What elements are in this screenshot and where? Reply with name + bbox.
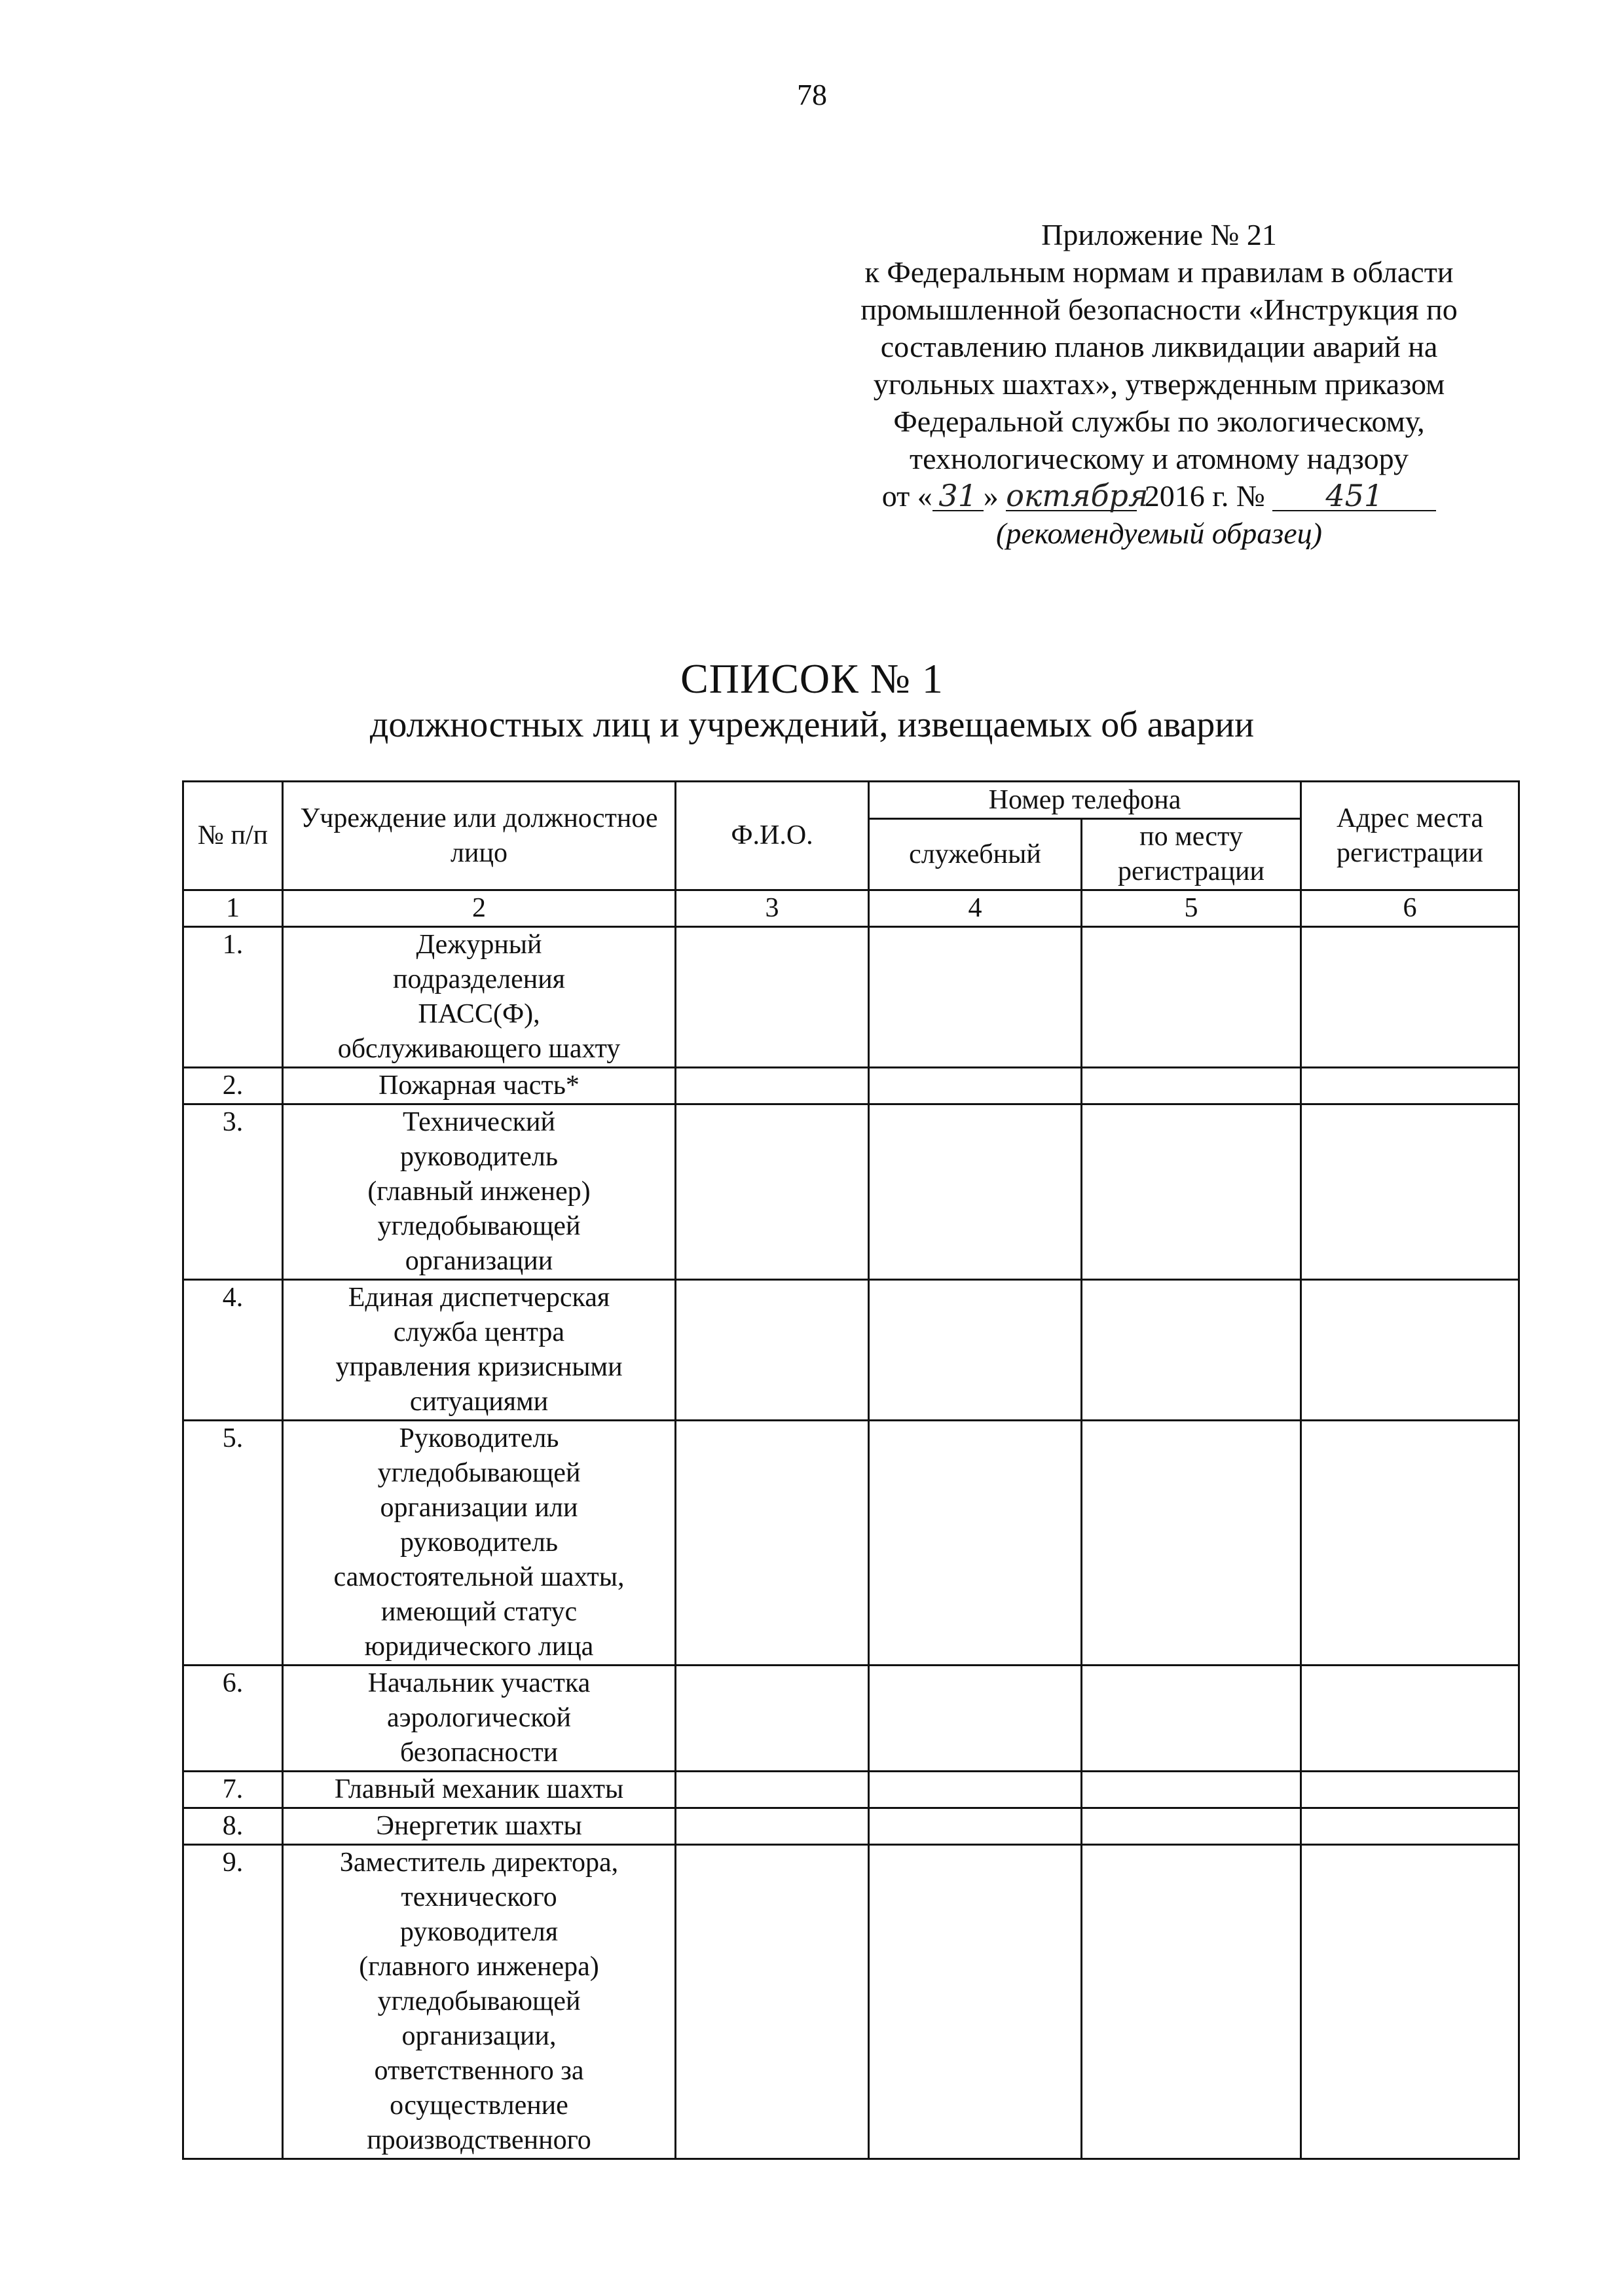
institution-line: (главного инженера) bbox=[359, 1952, 599, 1982]
row-institution bbox=[283, 1068, 676, 1104]
institution-line: руководителя bbox=[399, 1917, 559, 1947]
row-institution bbox=[283, 1421, 676, 1666]
row-institution bbox=[283, 1772, 676, 1808]
row-phone-home bbox=[1082, 1666, 1301, 1772]
appendix-line: угольных шахтах», утвержденным приказом bbox=[873, 367, 1445, 401]
institution-line: аэрологической bbox=[387, 1703, 571, 1733]
column-number: 3 bbox=[676, 890, 869, 927]
row-fio bbox=[676, 1421, 869, 1666]
date-month-handwritten: октября bbox=[1006, 478, 1149, 513]
institution-line: угледобывающей bbox=[377, 1211, 581, 1241]
institution-line: ПАСС(Ф), bbox=[418, 999, 540, 1029]
row-address bbox=[1301, 1068, 1519, 1104]
table-row bbox=[183, 1808, 1519, 1845]
institution-line: Руководитель bbox=[399, 1423, 559, 1453]
row-institution bbox=[283, 1845, 676, 2159]
page-number: 78 bbox=[797, 78, 827, 111]
table-row bbox=[183, 1845, 1519, 2159]
row-number: 3. bbox=[183, 1104, 283, 1280]
row-number: 6. bbox=[183, 1666, 283, 1772]
row-address bbox=[1301, 1772, 1519, 1808]
institution-line: Начальник участка bbox=[367, 1668, 591, 1698]
institution-line: руководитель bbox=[399, 1142, 558, 1172]
table-row bbox=[183, 927, 1519, 1068]
institution-line: обслуживающего шахту bbox=[337, 1034, 621, 1064]
row-phone-work bbox=[869, 927, 1082, 1068]
row-phone-work bbox=[869, 1666, 1082, 1772]
institution-line: организации или bbox=[380, 1493, 578, 1523]
row-phone-work bbox=[869, 1068, 1082, 1104]
row-number: 7. bbox=[183, 1772, 283, 1808]
row-institution bbox=[283, 1280, 676, 1421]
date-prefix: от « bbox=[881, 479, 932, 513]
header-fio: Ф.И.О. bbox=[676, 782, 869, 890]
appendix-line: к Федеральным нормам и правилам в области bbox=[864, 255, 1454, 289]
institution-line: руководитель bbox=[399, 1527, 558, 1558]
row-phone-work bbox=[869, 1845, 1082, 2159]
row-address bbox=[1301, 927, 1519, 1068]
header-address: Адрес места регистрации bbox=[1301, 782, 1519, 890]
row-phone-home bbox=[1082, 1104, 1301, 1280]
column-number: 4 bbox=[869, 890, 1082, 927]
header-phone-work: служебный bbox=[869, 819, 1082, 890]
row-phone-home bbox=[1082, 927, 1301, 1068]
header-num: № п/п bbox=[183, 782, 283, 890]
row-institution bbox=[283, 1808, 676, 1845]
row-phone-home bbox=[1082, 1808, 1301, 1845]
institution-line: Пожарная часть* bbox=[378, 1070, 580, 1101]
row-phone-home bbox=[1082, 1068, 1301, 1104]
institution-line: служба центра bbox=[393, 1317, 565, 1347]
institution-line: организации, bbox=[401, 2021, 557, 2051]
row-fio bbox=[676, 1808, 869, 1845]
row-address bbox=[1301, 1104, 1519, 1280]
institution-line: самостоятельной шахты, bbox=[333, 1562, 625, 1592]
institution-line: юридического лица bbox=[364, 1631, 594, 1662]
row-phone-work bbox=[869, 1280, 1082, 1421]
row-phone-work bbox=[869, 1808, 1082, 1845]
date-day-handwritten: 31 bbox=[932, 481, 984, 511]
institution-line: (главный инженер) bbox=[367, 1176, 591, 1207]
order-number-handwritten: 451 bbox=[1272, 481, 1436, 511]
header-phone: Номер телефона bbox=[869, 782, 1301, 819]
appendix-line: составлению планов ликвидации аварий на bbox=[880, 330, 1438, 363]
institution-line: Главный механик шахты bbox=[334, 1774, 624, 1804]
appendix-line: промышленной безопасности «Инструкция по bbox=[860, 293, 1458, 326]
institution-line: Заместитель директора, bbox=[339, 1848, 619, 1878]
row-fio bbox=[676, 927, 869, 1068]
row-phone-home bbox=[1082, 1845, 1301, 2159]
list-subtitle: должностных лиц и учреждений, извещаемых об аварии bbox=[369, 704, 1255, 745]
appendix-line: Федеральной службы по экологическому, bbox=[893, 405, 1425, 438]
appendix-line: Приложение № 21 bbox=[1041, 218, 1277, 251]
row-institution bbox=[283, 1104, 676, 1280]
row-number: 2. bbox=[183, 1068, 283, 1104]
row-fio bbox=[676, 1280, 869, 1421]
institution-line: осуществление bbox=[390, 2090, 568, 2121]
notification-table bbox=[182, 780, 1520, 2160]
row-phone-work bbox=[869, 1421, 1082, 1666]
institution-line: имеющий статус bbox=[380, 1597, 578, 1627]
institution-line: угледобывающей bbox=[377, 1986, 581, 2016]
row-phone-home bbox=[1082, 1772, 1301, 1808]
appendix-line: технологическому и атомному надзору bbox=[910, 442, 1409, 475]
column-number: 2 bbox=[283, 890, 676, 927]
column-number: 5 bbox=[1082, 890, 1301, 927]
row-institution bbox=[283, 1666, 676, 1772]
header-phone-home: по месту регистрации bbox=[1082, 819, 1301, 890]
row-number: 9. bbox=[183, 1845, 283, 2159]
date-year: 2016 г. № bbox=[1144, 479, 1265, 513]
recommended-note: (рекомендуемый образец) bbox=[996, 517, 1322, 550]
table-row bbox=[183, 1421, 1519, 1666]
row-address bbox=[1301, 1421, 1519, 1666]
row-phone-work bbox=[869, 1104, 1082, 1280]
institution-line: ситуациями bbox=[409, 1387, 549, 1417]
institution-line: Энергетик шахты bbox=[376, 1811, 582, 1841]
row-phone-home bbox=[1082, 1421, 1301, 1666]
header-institution: Учреждение или должностное лицо bbox=[283, 782, 676, 890]
row-number: 8. bbox=[183, 1808, 283, 1845]
institution-line: угледобывающей bbox=[377, 1458, 581, 1488]
row-institution bbox=[283, 927, 676, 1068]
appendix-block bbox=[773, 216, 1545, 552]
table-row bbox=[183, 1772, 1519, 1808]
institution-line: ответственного за bbox=[374, 2056, 584, 2086]
column-number: 6 bbox=[1301, 890, 1519, 927]
date-mid: » bbox=[983, 479, 999, 513]
institution-line: производственного bbox=[367, 2125, 591, 2155]
row-address bbox=[1301, 1280, 1519, 1421]
table-row bbox=[183, 1280, 1519, 1421]
institution-line: Дежурный bbox=[416, 930, 542, 960]
column-number: 1 bbox=[183, 890, 283, 927]
table-row bbox=[183, 1104, 1519, 1280]
order-date-line bbox=[773, 477, 1545, 515]
row-phone-work bbox=[869, 1772, 1082, 1808]
row-address bbox=[1301, 1845, 1519, 2159]
institution-line: организации bbox=[405, 1246, 553, 1276]
table-row bbox=[183, 1666, 1519, 1772]
row-address bbox=[1301, 1666, 1519, 1772]
institution-line: безопасности bbox=[399, 1738, 559, 1768]
institution-line: Технический bbox=[403, 1107, 555, 1137]
row-number: 4. bbox=[183, 1280, 283, 1421]
table-row bbox=[183, 1068, 1519, 1104]
row-fio bbox=[676, 1772, 869, 1808]
row-number: 1. bbox=[183, 927, 283, 1068]
row-fio bbox=[676, 1845, 869, 2159]
row-fio bbox=[676, 1666, 869, 1772]
row-address bbox=[1301, 1808, 1519, 1845]
list-title: СПИСОК № 1 bbox=[680, 655, 944, 702]
row-fio bbox=[676, 1104, 869, 1280]
institution-line: технического bbox=[401, 1882, 557, 1912]
row-phone-home bbox=[1082, 1280, 1301, 1421]
institution-line: управления кризисными bbox=[335, 1352, 623, 1382]
row-fio bbox=[676, 1068, 869, 1104]
row-number: 5. bbox=[183, 1421, 283, 1666]
institution-line: подразделения bbox=[393, 964, 565, 994]
institution-line: Единая диспетчерская bbox=[348, 1283, 610, 1313]
